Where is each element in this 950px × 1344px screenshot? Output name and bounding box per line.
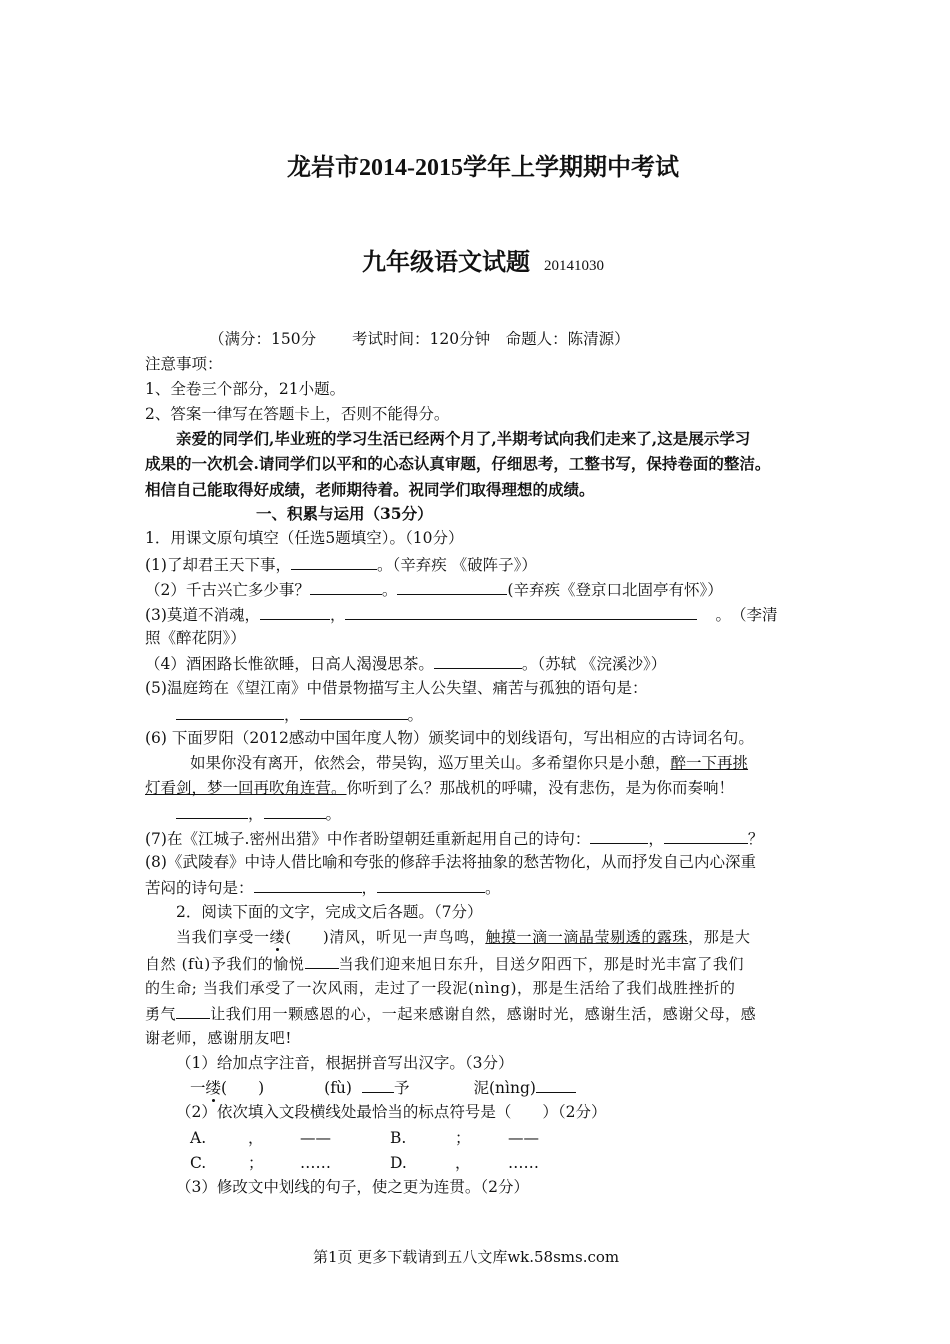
option-a-label[interactable]: A. — [190, 1129, 207, 1147]
notes-item-1: 1、全卷三个部分，21小题。 — [145, 380, 346, 398]
q1-7-punct: ， — [648, 830, 664, 848]
q1-2-punct: 。 — [381, 581, 398, 599]
subtitle-text: 九年级语文试题 — [362, 250, 530, 276]
q1-3-text: (3)莫道不消魂， — [145, 606, 260, 624]
q1-3-punct: ， — [329, 606, 346, 624]
item-text: 予 — [393, 1079, 410, 1097]
option-c-label[interactable]: C. — [190, 1154, 207, 1172]
answer-blank[interactable] — [590, 827, 648, 844]
q1-6-punct: ， — [248, 805, 264, 823]
answer-blank[interactable] — [310, 578, 382, 595]
q1-5-punct: ， — [284, 706, 300, 724]
dotted-char: 缕 — [269, 928, 286, 946]
question-1: 1．用课文原句填空（任选5题填空）。（10分） — [145, 529, 464, 547]
q1-2-text: （2）千古兴亡多少事？ — [145, 581, 310, 599]
option-a-mark-1: ， — [248, 1129, 264, 1147]
tribute-underlined: 醉一下再挑 — [670, 754, 749, 772]
dotted-char: 缕 — [205, 1079, 222, 1097]
option-c-mark-1: ； — [248, 1154, 264, 1172]
option-c-mark-2: …… — [300, 1154, 331, 1172]
answer-blank[interactable] — [176, 703, 284, 720]
option-d-mark-2: …… — [508, 1154, 539, 1172]
answer-blank[interactable] — [254, 876, 362, 893]
exam-date: 20141030 — [544, 258, 604, 274]
option-b-mark-2: —— — [508, 1129, 539, 1147]
question-1-4 — [145, 652, 666, 675]
passage-text: 让我们用一颗感恩的心，一起来感谢自然，感谢时光，感谢生活，感谢父母，感 — [210, 1005, 757, 1023]
passage-line-3: 的生命; 当我们承受了一次风雨，走过了一段泥(nìng)，那是生活给了我们战胜挫折的 — [145, 979, 736, 997]
option-b-label[interactable]: B. — [390, 1129, 407, 1147]
answer-blank[interactable] — [434, 652, 522, 669]
q1-7-text: (7)在《江城子.密州出猎》中作者盼望朝廷重新起用自己的诗句： — [145, 830, 591, 848]
passage-line-2 — [145, 952, 744, 975]
question-1-2 — [145, 578, 723, 601]
answer-blank[interactable] — [536, 1076, 576, 1093]
sub-question-2: （2）依次填入文段横线处最恰当的标点符号是（ ）（2分） — [176, 1103, 607, 1121]
greeting-line-1: 亲爱的同学们,毕业班的学习生活已经两个月了,半期考试向我们走来了,这是展示学习 — [176, 429, 751, 448]
answer-blank[interactable] — [397, 578, 507, 595]
page-footer: 第1页 更多下载请到五八文库wk.58sms.com — [313, 1248, 620, 1266]
tribute-underlined: 灯看剑，梦一回再吹角连营。 — [145, 779, 347, 797]
q1-3-source: 。 （李清 — [715, 606, 778, 624]
notes-item-2: 2、答案一律写在答题卡上，否则不能得分。 — [145, 405, 450, 423]
passage-line-5: 谢老师，感谢朋友吧! — [145, 1029, 293, 1047]
answer-blank[interactable] — [664, 827, 748, 844]
q1-4-text: （4）酒困路长惟欲睡，日高人渴漫思茶。 — [145, 655, 434, 673]
option-a-mark-2: —— — [300, 1129, 331, 1147]
question-1-6-blanks — [176, 802, 341, 825]
option-b-mark-1: ； — [455, 1129, 471, 1147]
q1-4-source: 。（苏轼 《浣溪沙》） — [521, 655, 667, 673]
question-1-6: (6) 下面罗阳（2012感动中国年度人物）颁奖词中的划线语句，写出相应的古诗词名句。 — [145, 729, 754, 747]
sub-question-3: （3）修改文中划线的句子，使之更为连贯。（2分） — [176, 1178, 529, 1196]
item-text: 一 — [190, 1079, 206, 1097]
sub-question-1: （1）给加点字注音，根据拼音写出汉字。（3分） — [176, 1054, 514, 1072]
item-pinyin: 泥(nìng) — [473, 1079, 536, 1097]
q1-6-end: 。 — [325, 805, 342, 823]
notes-heading: 注意事项： — [145, 355, 223, 373]
passage-line-4 — [145, 1002, 756, 1025]
answer-blank[interactable] — [345, 603, 697, 620]
answer-blank[interactable] — [264, 802, 326, 819]
item-pinyin: (fù) — [324, 1079, 352, 1097]
passage-text: 当我们迎来旭日东升，目送夕阳西下，那是时光丰富了我们 — [338, 955, 745, 973]
greeting-line-2: 成果的一次机会.请同学们以平和的心态认真审题，仔细思考，工整书写，保持卷面的整洁。 — [145, 454, 771, 473]
punct-blank[interactable] — [305, 952, 339, 969]
question-2: 2．阅读下面的文字，完成文后各题。（7分） — [176, 903, 483, 921]
q1-7-end: ？ — [747, 830, 764, 848]
passage-line-1 — [176, 926, 751, 948]
q1-5-end: 。 — [407, 706, 424, 724]
q1-8-text: 苦闷的诗句是： — [145, 879, 254, 897]
luoyang-tribute-line-2 — [145, 777, 734, 799]
q1-8-punct: ， — [361, 879, 378, 897]
exam-info: （满分：150分 考试时间：120分钟 命题人：陈清源） — [209, 330, 630, 348]
answer-blank[interactable] — [377, 876, 485, 893]
question-1-8-cont — [145, 876, 501, 899]
q1-8-end: 。 — [485, 879, 501, 897]
punct-blank[interactable] — [176, 1002, 210, 1019]
greeting-line-3: 相信自己能取得好成绩，老师期待着。祝同学们取得理想的成绩。 — [145, 480, 595, 499]
option-d-label[interactable]: D. — [390, 1154, 407, 1172]
passage-text: 当我们享受一 — [176, 928, 270, 946]
item-paren: ( ) — [221, 1079, 265, 1097]
answer-blank[interactable] — [260, 603, 330, 620]
passage-text: 勇气 — [145, 1005, 177, 1023]
q1-1-text: (1)了却君王天下事， — [145, 556, 291, 574]
passage-text: ，那是大 — [688, 928, 751, 946]
q1-1-source: 。（辛弃疾 《破阵子》） — [376, 556, 537, 574]
question-1-5-blanks — [176, 703, 423, 726]
passage-underlined: 触摸一滴一滴晶莹剔透的露珠 — [485, 928, 689, 946]
question-1-7 — [145, 827, 763, 850]
tribute-text: 如果你没有离开，依然会，带吴钩，巡万里关山。多希望你只是小憩， — [190, 754, 671, 772]
q1-2-source: (辛弃疾《登京口北固亭有怀》） — [507, 581, 723, 599]
question-1-8: (8)《武陵春》中诗人借比喻和夸张的修辞手法将抽象的愁苦物化，从而抒发自己内心深重 — [145, 853, 756, 871]
option-d-mark-1: ， — [455, 1154, 471, 1172]
answer-blank[interactable] — [291, 553, 377, 570]
passage-text: ( )清风，听见一声鸟鸣， — [285, 928, 486, 946]
question-1-3-cont: 照《醉花阴》） — [145, 629, 246, 647]
tribute-text: 你听到了么？那战机的呼啸，没有悲伤，是为你而奏响！ — [346, 779, 735, 797]
luoyang-tribute-line-1 — [190, 752, 748, 774]
exam-subtitle — [362, 252, 604, 277]
section-heading: 一、积累与运用（35分） — [256, 504, 433, 523]
answer-blank[interactable] — [300, 703, 408, 720]
answer-blank[interactable] — [362, 1076, 394, 1093]
question-1-5: (5)温庭筠在《望江南》中借景物描写主人公失望、痛苦与孤独的语句是： — [145, 679, 648, 697]
question-1-1 — [145, 553, 537, 576]
answer-blank[interactable] — [176, 802, 248, 819]
exam-title: 龙岩市2014-2015学年上学期期中考试 — [287, 155, 679, 181]
sub-question-1-items — [190, 1076, 576, 1099]
passage-text: 自然 (fù)予我们的愉悦 — [145, 955, 305, 973]
question-1-3 — [145, 603, 778, 626]
